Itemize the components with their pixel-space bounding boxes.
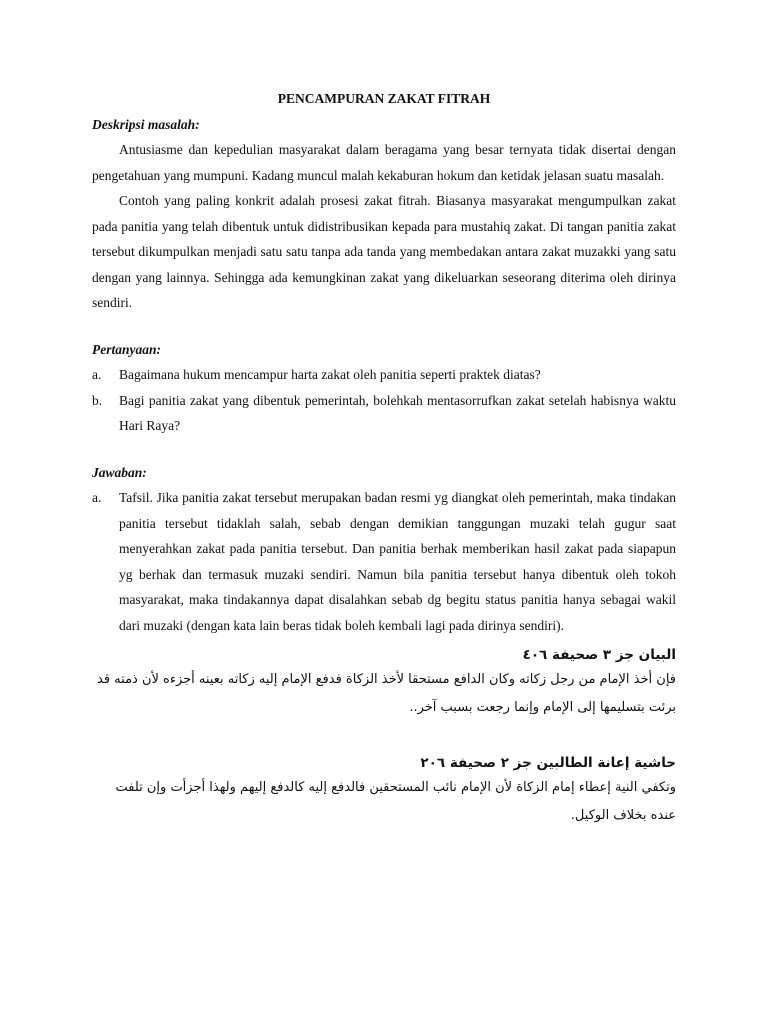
answer-text: Tafsil. Jika panitia zakat tersebut merupakan badan resmi yg diangkat oleh pemerintah, maka tindakan panitia tersebut tidaklah salah, sebab dengan demikian tanggungan muzaki telah gugur saat menyerahkan zakat pada panitia tersebut. Dan panitia berhak memberikan hasil zakat pada siapapun yg berhak dan termasuk muzaki sendiri. Namun bila panitia tersebut hanya dibentuk oleh tokoh masyarakat, maka tindakannya dapat disalahkan sebab dg begitu status panitia hanya sebagai wakil dari muzaki (dengan kata lain beras tidak boleh kembali lagi pada dirinya sendiri).: [119, 490, 676, 633]
reference-text-2: وتكفي النية إعطاء إمام الزكاة لأن الإمام نائب المستحقين فالدفع إليه كالدفع إليهم ولهذا أجزأت وإن تلفت عنده بخلاف الوكيل.: [115, 780, 676, 823]
answer-item-a: [92, 485, 676, 638]
spacer: [92, 316, 676, 337]
question-item-a: [92, 362, 676, 388]
problem-paragraph-1: Antusiasme dan kepedulian masyarakat dalam beragama yang besar ternyata tidak disertai dengan pengetahuan yang mumpuni. Kadang muncul malah kekaburan hokum dan ketidak jelasan suatu masalah.: [92, 142, 676, 183]
question-item-b: [92, 388, 676, 439]
document-title: PENCAMPURAN ZAKAT FITRAH: [277, 91, 491, 106]
document-page: [92, 86, 676, 830]
problem-label: Deskripsi masalah:: [92, 116, 200, 132]
answers-label: Jawaban:: [92, 464, 147, 480]
questions-label: Pertanyaan:: [92, 341, 161, 357]
spacer: [92, 439, 676, 460]
question-text: Bagi panitia zakat yang dibentuk pemerintah, bolehkah mentasorrufkan zakat setelah habisnya waktu Hari Raya?: [119, 392, 676, 433]
spacer: [92, 722, 676, 746]
problem-paragraph-2: Contoh yang paling konkrit adalah prosesi zakat fitrah. Biasanya masyarakat mengumpulkan zakat pada panitia yang telah dibentuk untuk didistribusikan kepada para mustahiq zakat. Di tangan panitia zakat tersebut dikumpulkan menjadi satu satu tanpa ada tanda yang membedakan antara zakat muzakki yang satu dengan yang lainnya. Sehingga ada kemungkinan zakat yang dikeluarkan seseorang diterima oleh dirinya sendiri.: [92, 193, 676, 310]
question-text: Bagaimana hukum mencampur harta zakat oleh panitia seperti praktek diatas?: [119, 367, 541, 382]
list-marker: a.: [92, 367, 102, 382]
reference-text-1: فإن أخذ الإمام من رجل زكاته وكان الدافع مستحقا لأخذ الزكاة فدفع الإمام إليه زكاته بعينه أجزءه لأن ذمته قد برئت بتسليمها إلى الإمام وإنما رجعت بسبب آخر..: [97, 672, 676, 715]
list-marker: b.: [92, 392, 103, 408]
reference-heading-2: حاشية إعانة الطالبين جز ٢ صحيفة ٢٠٦: [420, 755, 676, 771]
list-marker: a.: [92, 490, 102, 505]
reference-heading-1: البيان جز ٣ صحيفة ٤٠٦: [522, 647, 676, 663]
